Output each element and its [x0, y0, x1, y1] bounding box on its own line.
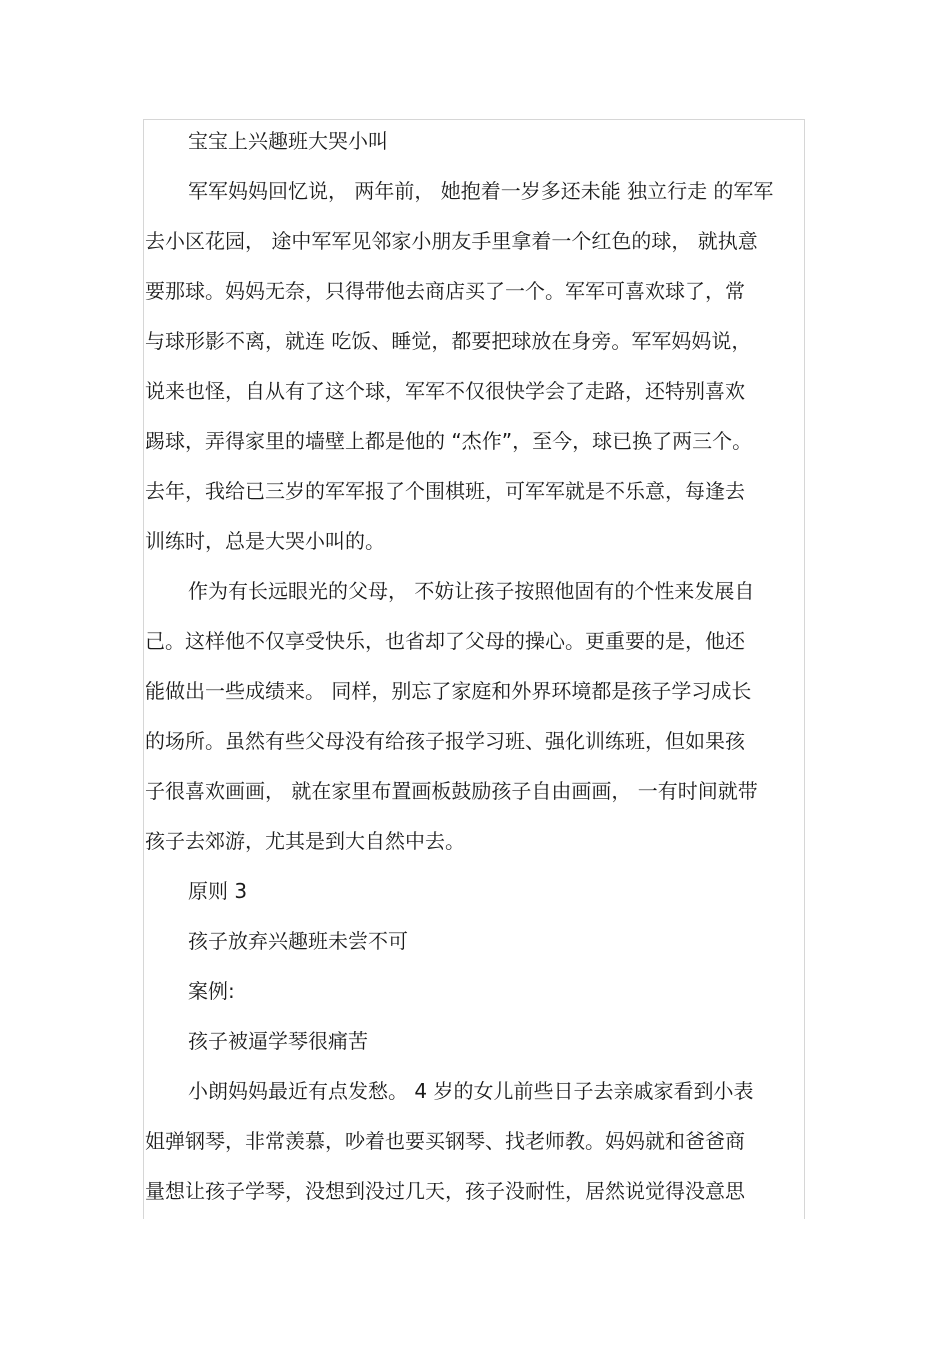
paragraph-line: 去小区花园， 途中军军见邻家小朋友手里拿着一个红色的球， 就执意	[145, 229, 758, 253]
paragraph-line: 要那球。妈妈无奈，只得带他去商店买了一个。军军可喜欢球了，常	[145, 279, 745, 303]
paragraph-line: 踢球，弄得家里的墙壁上都是他的 “杰作”，至今，球已换了两三个。	[145, 429, 753, 453]
paragraph-line: 去年，我给已三岁的军军报了个围棋班，可军军就是不乐意，每逢去	[145, 479, 745, 503]
paragraph-line: 小朗妈妈最近有点发愁。 4 岁的女儿前些日子去亲戚家看到小表	[188, 1079, 754, 1103]
paragraph-line: 量想让孩子学琴，没想到没过几天，孩子没耐性，居然说觉得没意思	[145, 1179, 745, 1203]
case-title: 孩子被逼学琴很痛苦	[188, 1029, 368, 1053]
paragraph-line: 军军妈妈回忆说， 两年前， 她抱着一岁多还未能 独立行走 的军军	[188, 179, 774, 203]
principle-heading: 原则 3	[188, 879, 248, 903]
case-label: 案例:	[188, 979, 235, 1003]
paragraph-line: 的场所。虽然有些父母没有给孩子报学习班、强化训练班，但如果孩	[145, 729, 745, 753]
paragraph-line: 子很喜欢画画， 就在家里布置画板鼓励孩子自由画画， 一有时间就带	[145, 779, 758, 803]
paragraph-line: 与球形影不离，就连 吃饭、睡觉，都要把球放在身旁。军军妈妈说，	[145, 329, 752, 353]
paragraph-line: 作为有长远眼光的父母， 不妨让孩子按照他固有的个性来发展自	[188, 579, 755, 603]
paragraph-line: 己。这样他不仅享受快乐，也省却了父母的操心。更重要的是，他还	[145, 629, 745, 653]
paragraph-line: 训练时，总是大哭小叫的。	[145, 529, 385, 553]
principle-title: 孩子放弃兴趣班未尝不可	[188, 929, 408, 953]
section-heading: 宝宝上兴趣班大哭小叫	[188, 129, 388, 153]
paragraph-line: 姐弹钢琴，非常羡慕，吵着也要买钢琴、找老师教。妈妈就和爸爸商	[145, 1129, 745, 1153]
paragraph-line: 能做出一些成绩来。 同样，别忘了家庭和外界环境都是孩子学习成长	[145, 679, 752, 703]
paragraph-line: 说来也怪，自从有了这个球，军军不仅很快学会了走路，还特别喜欢	[145, 379, 745, 403]
paragraph-line: 孩子去郊游，尤其是到大自然中去。	[145, 829, 465, 853]
